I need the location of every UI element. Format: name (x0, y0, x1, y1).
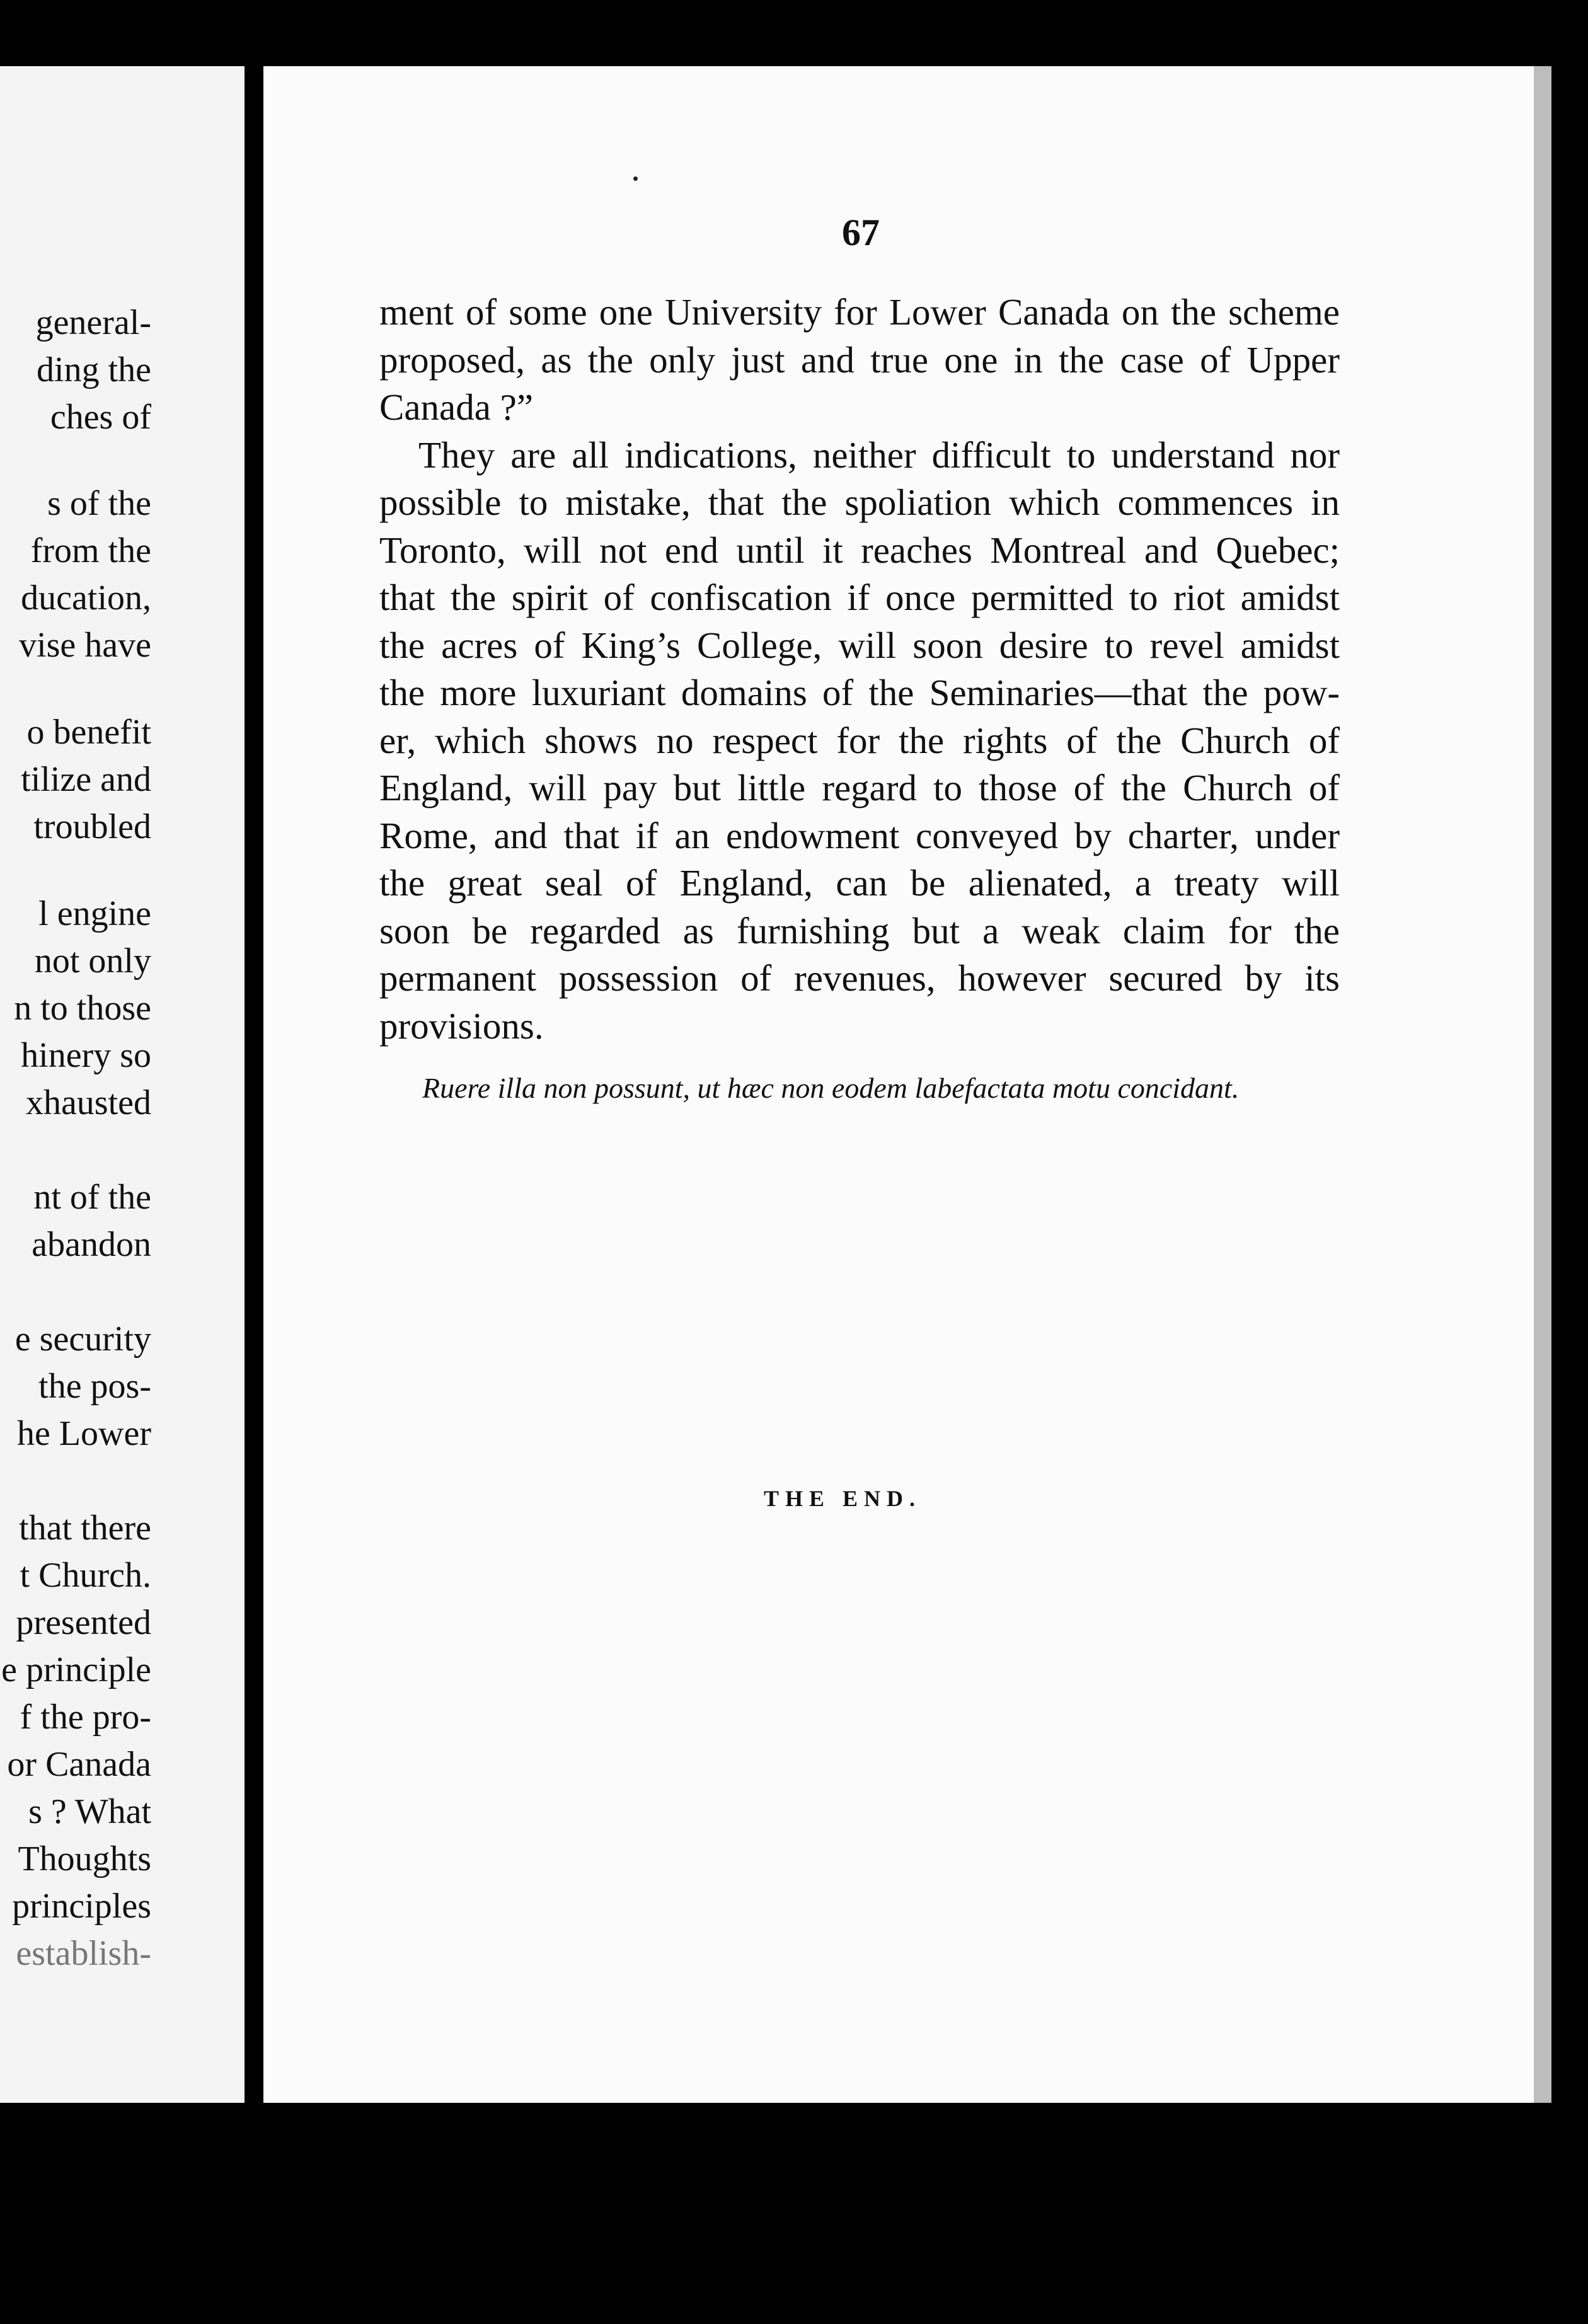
left-page-line: nt of the (33, 1178, 151, 1217)
left-page-line: principles (12, 1887, 151, 1926)
left-page-line: hinery so (21, 1036, 151, 1075)
left-page-line: ding the (37, 350, 151, 389)
left-page-line: n to those (14, 989, 151, 1028)
text-line: permanent possession of revenues, however secured by its (379, 957, 1340, 999)
text-line: Rome, and that if an endowment conveyed by charter, under (379, 814, 1340, 856)
left-page-line: vise have (19, 626, 151, 665)
text-line: the acres of King’s College, will soon desire to revel amidst (379, 624, 1340, 666)
page-shadow (1551, 50, 1588, 2149)
paragraph-continued (379, 289, 1340, 432)
text-line: They are all indications, neither difficult to understand nor (418, 434, 1340, 476)
left-page-line: abandon (32, 1225, 151, 1264)
left-page-line: e principle (1, 1650, 151, 1689)
left-page-line: not only (34, 941, 151, 981)
left-page-line: general- (35, 303, 151, 342)
left-page-line: ducation, (21, 578, 151, 618)
left-page-line: ches of (50, 398, 151, 437)
page-number: 67 (842, 212, 880, 253)
left-page-line: f the pro- (20, 1698, 151, 1737)
the-end-heading: THE END. (764, 1486, 922, 1511)
left-page-line: e security (14, 1320, 151, 1359)
left-page-line: troubled (33, 807, 151, 846)
left-page-line: that there (19, 1509, 151, 1548)
left-page (0, 66, 245, 2103)
text-line: provisions. (379, 1004, 544, 1047)
text-line: er, which shows no respect for the rights of the Church of (379, 719, 1340, 761)
left-page-line: Thoughts (18, 1839, 151, 1878)
text-line: the great seal of England, can be alienated, a treaty will (379, 862, 1340, 904)
left-page-line: presented (16, 1603, 151, 1642)
left-page-line: he Lower (16, 1414, 151, 1453)
text-line: that the spirit of confiscation if once permitted to riot amidst (379, 577, 1340, 618)
paragraph (379, 432, 1340, 1050)
text-line: England, will pay but little regard to those of the Church of (379, 767, 1340, 808)
text-line: Toronto, will not end until it reaches Montreal and Quebec; (379, 529, 1340, 571)
left-page-line: or Canada (7, 1745, 151, 1784)
left-page-line: t Church. (20, 1556, 151, 1595)
left-page-line: o benefit (26, 713, 151, 752)
left-page-line: from the (30, 531, 151, 570)
left-page-line: s of the (47, 484, 151, 523)
page-edge (1534, 66, 1551, 2103)
latin-quotation: Ruere illa non possunt, ut hæc non eodem labefactata motu concidant. (422, 1072, 1240, 1104)
ink-speck (633, 176, 638, 181)
text-line: Canada ?” (379, 386, 534, 428)
left-page-line: establish- (16, 1934, 151, 1973)
left-page-line: xhausted (25, 1083, 151, 1122)
left-page-line: l engine (38, 894, 151, 933)
book-spine (245, 50, 263, 2149)
body-text (379, 289, 1340, 1050)
text-line: possible to mistake, that the spoliation which commences in (379, 481, 1340, 523)
text-line: soon be regarded as furnishing but a weak claim for the (379, 909, 1340, 952)
text-line: the more luxuriant domains of the Seminaries—that the pow- (379, 672, 1340, 713)
left-page-line: s ? What (28, 1792, 151, 1831)
left-page-line: the pos- (38, 1367, 151, 1406)
left-page-line: tilize and (21, 760, 151, 799)
text-line: ment of some one University for Lower Canada on the scheme (379, 291, 1340, 333)
text-line: proposed, as the only just and true one in the case of Upper (379, 338, 1340, 381)
